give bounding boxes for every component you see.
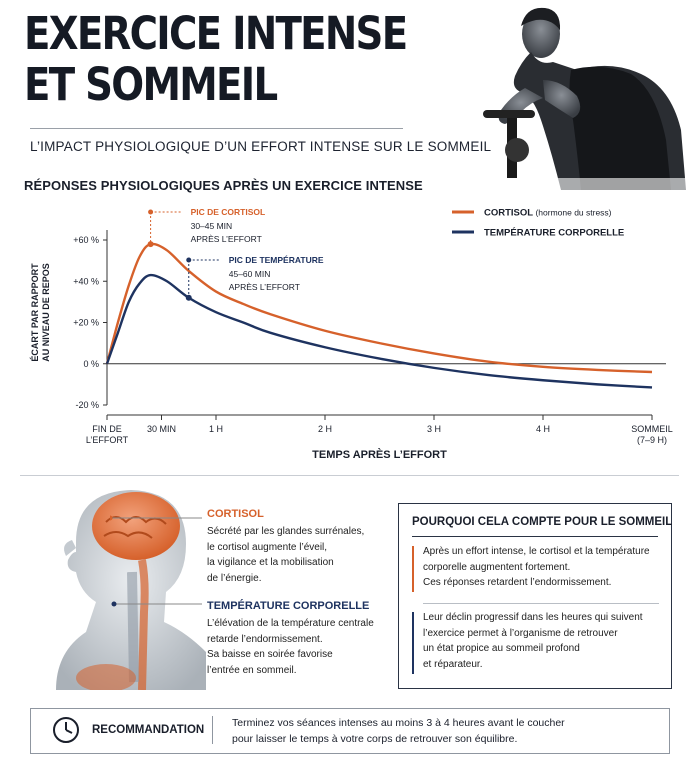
x-tick-label: 4 H	[535, 424, 551, 434]
why-line: corporelle augmentent fortement.	[423, 561, 571, 573]
x-axis-title: TEMPS APRÈS L’EFFORT	[312, 449, 447, 461]
cortisol-info-title: CORTISOL	[207, 508, 264, 520]
x-tick-label: 1 H	[208, 424, 224, 434]
cortisol-info-line: Sécrété par les glandes surrénales,	[207, 526, 365, 537]
peak-label-line: APRÈS L’EFFORT	[228, 282, 300, 292]
why-box-rule	[412, 536, 658, 537]
cortisol-info-line: la vigilance et la mobilisation	[207, 557, 334, 568]
chart-title: RÉPONSES PHYSIOLOGIQUES APRÈS UN EXERCICE INTENSE	[24, 178, 423, 193]
peak-label-title: PIC DE TEMPÉRATURE	[228, 255, 324, 265]
recommendation-line: pour laisser le temps à votre corps de retrouver son équilibre.	[232, 733, 518, 745]
temperature-info-title: TEMPÉRATURE CORPORELLE	[207, 600, 370, 612]
temperature-info	[207, 600, 374, 678]
peak-label-line: 45–60 MIN	[228, 269, 271, 279]
temperature-info-line: Sa baisse en soirée favorise	[207, 649, 333, 660]
why-line: Après un effort intense, le cortisol et la température	[423, 546, 650, 557]
accent-bar-orange	[412, 546, 414, 592]
why-line: et réparateur.	[423, 658, 483, 670]
page-subtitle: L’IMPACT PHYSIOLOGIQUE D’UN EFFORT INTENSE SUR LE SOMMEIL	[30, 139, 492, 154]
accent-bar-navy	[412, 612, 414, 674]
legend-entry: TEMPÉRATURE CORPORELLE	[484, 227, 625, 239]
section-divider	[20, 475, 679, 476]
athlete-cycling-image	[481, 0, 699, 190]
series-line-temperature	[107, 275, 652, 387]
why-line: Leur déclin progressif dans les heures qui suivent	[423, 612, 643, 623]
peak-label-title: PIC DE CORTISOL	[190, 207, 266, 217]
temperature-callout-dot	[112, 602, 117, 607]
peak-label-line: 30–45 MIN	[190, 221, 233, 231]
x-tick-label: 30 MIN	[146, 424, 177, 434]
x-tick-label: 3 H	[426, 424, 442, 434]
temperature-info-line: L’élévation de la température centrale	[207, 618, 374, 629]
why-box-separator	[423, 603, 659, 604]
legend-entry: CORTISOL (hormone du stress)	[484, 207, 612, 219]
cortisol-info-line: le cortisol augmente l’éveil,	[207, 541, 328, 553]
why-paragraph-2	[423, 610, 643, 672]
why-line: Ces réponses retardent l’endormissement.	[423, 577, 612, 588]
why-paragraph-1	[423, 544, 650, 591]
temperature-info-line: l’entrée en sommeil.	[207, 664, 297, 676]
x-tick-label: SOMMEIL	[631, 424, 673, 434]
peak-label-line: APRÈS L’EFFORT	[190, 234, 262, 244]
title-line-2: ET SOMMEIL	[24, 58, 277, 111]
x-tick-label: 2 H	[317, 424, 333, 434]
why-box-title: POURQUOI CELA COMPTE POUR LE SOMMEIL	[412, 516, 673, 528]
y-tick-label: -20 %	[75, 400, 99, 410]
cortisol-info	[207, 508, 364, 586]
x-tick-label: (7–9 H)	[636, 435, 668, 445]
y-tick-label: 0 %	[83, 358, 99, 369]
clock-icon	[52, 716, 80, 744]
recommendation-line: Terminez vos séances intenses au moins 3 à 4 heures avant le coucher	[232, 717, 565, 729]
recommendation-divider	[212, 716, 213, 744]
callout-lines	[110, 508, 210, 618]
page-title	[24, 8, 406, 110]
recommendation-label: RECOMMANDATION	[92, 724, 205, 736]
y-tick-label: +40 %	[73, 276, 99, 287]
recommendation-text	[232, 715, 565, 747]
series-line-cortisol	[107, 244, 652, 372]
cortisol-callout-dot	[110, 516, 113, 521]
physiological-response-chart	[0, 195, 699, 470]
y-axis-title: ÉCART PAR RAPPORTAU NIVEAU DE REPOS	[30, 263, 51, 362]
x-tick-label: FIN DE	[92, 424, 122, 434]
x-tick-label: L’EFFORT	[85, 435, 129, 445]
temperature-info-line: retarde l’endormissement.	[207, 633, 323, 645]
why-line: un état propice au sommeil profond	[423, 643, 580, 654]
why-line: l’exercice permet à l’organisme de retrouver	[423, 627, 618, 639]
title-line-1: EXERCICE INTENSE	[24, 7, 407, 60]
y-tick-label: +60 %	[73, 235, 99, 245]
title-rule	[30, 128, 403, 129]
y-tick-label: +20 %	[73, 317, 99, 328]
cortisol-info-line: de l’énergie.	[207, 572, 262, 584]
